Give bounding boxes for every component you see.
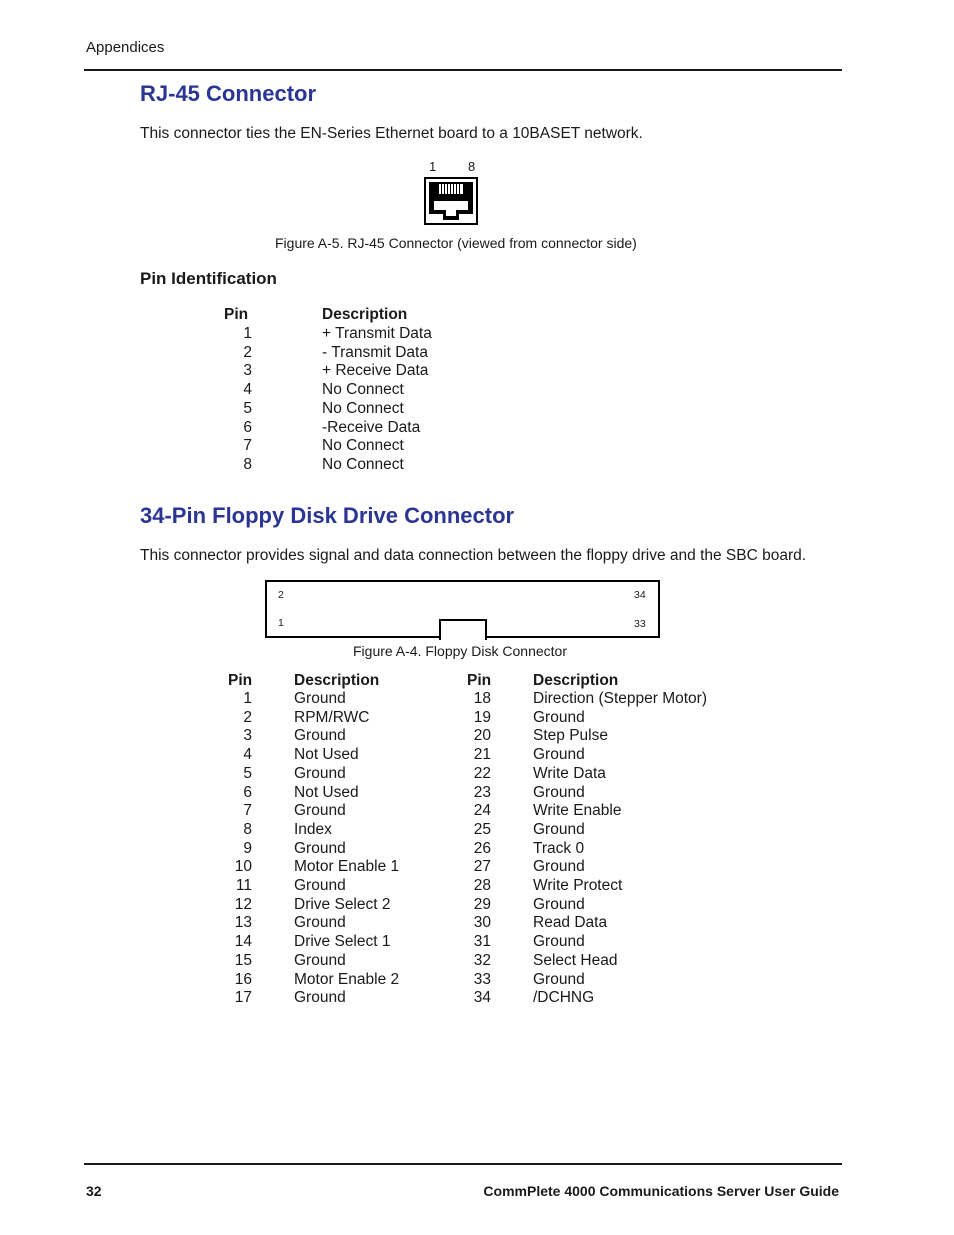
floppy-label-pin34: 34 [634,589,646,601]
pin-number: 2 [243,343,252,361]
pin-description: Ground [533,708,585,726]
rj45-connector-diagram [424,177,478,225]
pin-description: Select Head [533,951,618,969]
pin-number: 3 [243,727,252,745]
pin-description: Ground [294,989,346,1007]
pin-description: Ground [294,690,346,707]
pin-description: Ground [533,783,585,801]
pin-number: 4 [243,746,252,764]
pin-description: Step Pulse [533,727,608,745]
pin-number: 34 [473,989,491,1007]
pin-number: 28 [473,877,491,894]
pin-description: Ground [294,764,346,782]
pin-identification-heading: Pin Identification [140,269,277,288]
table-row [0,951,954,970]
pin-description: Ground [294,914,346,932]
pin-description: Ground [533,820,585,838]
pin-description: Drive Select 2 [294,895,391,913]
rj45-section-title: RJ-45 Connector [140,81,317,106]
pin-description: Not Used [294,746,359,764]
floppy-table-header [0,671,954,690]
pin-description: Not Used [294,783,359,801]
pin-number: 8 [243,455,252,473]
pin-description: - Transmit Data [322,343,428,361]
pin-number: 3 [243,362,252,380]
pin-number: 17 [234,989,252,1007]
pin-number: 14 [234,933,252,951]
floppy-col-pin-right: Pin [467,672,492,689]
pin-number: 31 [473,933,491,951]
pin-description: RPM/RWC [294,708,370,726]
floppy-connector-key [439,619,487,640]
pin-number: 12 [234,895,252,913]
floppy-label-pin1: 1 [278,617,284,629]
pin-number: 23 [473,783,491,801]
pin-number: 20 [473,727,491,745]
pin-description: Ground [294,727,346,745]
table-row [0,876,954,895]
pin-description: Ground [294,839,346,857]
pin-number: 13 [234,914,252,932]
floppy-intro: This connector provides signal and data connection between the floppy drive and the SBC board. [140,547,807,564]
pin-number: 26 [473,839,491,857]
pin-number: 25 [473,820,491,838]
footer-rule [84,1163,842,1165]
table-row [0,745,954,764]
pin-description: Motor Enable 1 [294,858,400,876]
pin-number: 1 [243,690,252,707]
floppy-col-description-right: Description [533,672,619,689]
pin-number: 16 [234,970,252,988]
pin-number: 5 [243,399,252,417]
pin-number: 6 [243,418,252,436]
pin-number: 22 [473,764,491,782]
rj45-label-pin8: 8 [468,159,476,174]
floppy-label-pin33: 33 [634,618,646,630]
pin-number: 7 [243,802,252,820]
rj45-figure-caption: Figure A-5. RJ-45 Connector (viewed from connector side) [275,235,637,251]
table-row [0,913,954,932]
pin-description: Ground [294,877,346,894]
rj45-col-pin: Pin [224,306,249,323]
table-row [0,455,954,474]
floppy-section-title: 34-Pin Floppy Disk Drive Connector [140,503,515,528]
pin-description: Ground [294,802,346,820]
table-row [0,726,954,745]
table-row [0,764,954,783]
table-row [0,436,954,455]
pin-number: 32 [473,951,491,969]
pin-description: Write Enable [533,802,622,820]
pin-number: 1 [243,325,252,342]
pin-description: Motor Enable 2 [294,970,400,988]
pin-description: Ground [533,858,585,876]
table-row [0,418,954,437]
pin-description: Direction (Stepper Motor) [533,690,708,707]
pin-number: 6 [243,783,252,801]
pin-description: Ground [533,746,585,764]
pin-number: 9 [243,839,252,857]
pin-description: Write Data [533,764,606,782]
table-row [0,324,954,343]
pin-number: 8 [243,820,252,838]
pin-number: 10 [234,858,252,876]
pin-description: + Receive Data [322,362,429,380]
floppy-col-description-left: Description [294,672,380,689]
rj45-intro: This connector ties the EN-Series Ethernet board to a 10BASET network. [140,125,643,142]
table-row [0,820,954,839]
pin-number: 4 [243,381,252,399]
header-rule [84,69,842,71]
pin-description: No Connect [322,399,404,417]
pin-number: 2 [243,708,252,726]
running-header: Appendices [86,39,165,56]
pin-number: 19 [473,708,491,726]
pin-description: + Transmit Data [322,325,432,342]
table-row [0,970,954,989]
pin-description: Ground [533,933,585,951]
pin-description: Index [294,820,332,838]
rj45-socket-icon [426,179,476,223]
pin-number: 7 [243,437,252,455]
table-row [0,343,954,362]
pin-description: Ground [533,970,585,988]
pin-description: No Connect [322,381,404,399]
pin-description: Ground [533,895,585,913]
floppy-figure-caption: Figure A-4. Floppy Disk Connector [353,643,567,659]
pin-number: 18 [473,690,491,707]
pin-number: 21 [473,746,491,764]
pin-number: 15 [234,951,252,969]
table-row [0,708,954,727]
pin-description: /DCHNG [533,989,595,1007]
table-row [0,895,954,914]
rj45-col-description: Description [322,306,408,323]
pin-number: 5 [243,764,252,782]
pin-number: 33 [473,970,491,988]
pin-description: Read Data [533,914,608,932]
table-row [0,932,954,951]
pin-description: No Connect [322,437,404,455]
pin-number: 27 [473,858,491,876]
table-row [0,839,954,858]
pin-description: No Connect [322,455,404,473]
table-row [0,783,954,802]
pin-description: Write Protect [533,877,623,894]
page-number: 32 [86,1183,102,1199]
pin-description: Drive Select 1 [294,933,391,951]
pin-number: 30 [473,914,491,932]
floppy-label-pin2: 2 [278,589,284,601]
pin-number: 29 [473,895,491,913]
floppy-col-pin-left: Pin [228,672,253,689]
pin-description: -Receive Data [322,418,421,436]
table-row [0,689,954,708]
pin-number: 24 [473,802,491,820]
table-row [0,801,954,820]
pin-number: 11 [235,877,252,894]
pin-description: Track 0 [533,839,585,857]
table-row [0,988,954,1007]
document-title: CommPlete 4000 Communications Server User Guide [483,1183,839,1199]
pin-description: Ground [294,951,346,969]
table-row [0,361,954,380]
table-row [0,857,954,876]
table-row [0,399,954,418]
table-row [0,380,954,399]
rj45-table-header [0,305,954,324]
rj45-label-pin1: 1 [429,159,437,174]
